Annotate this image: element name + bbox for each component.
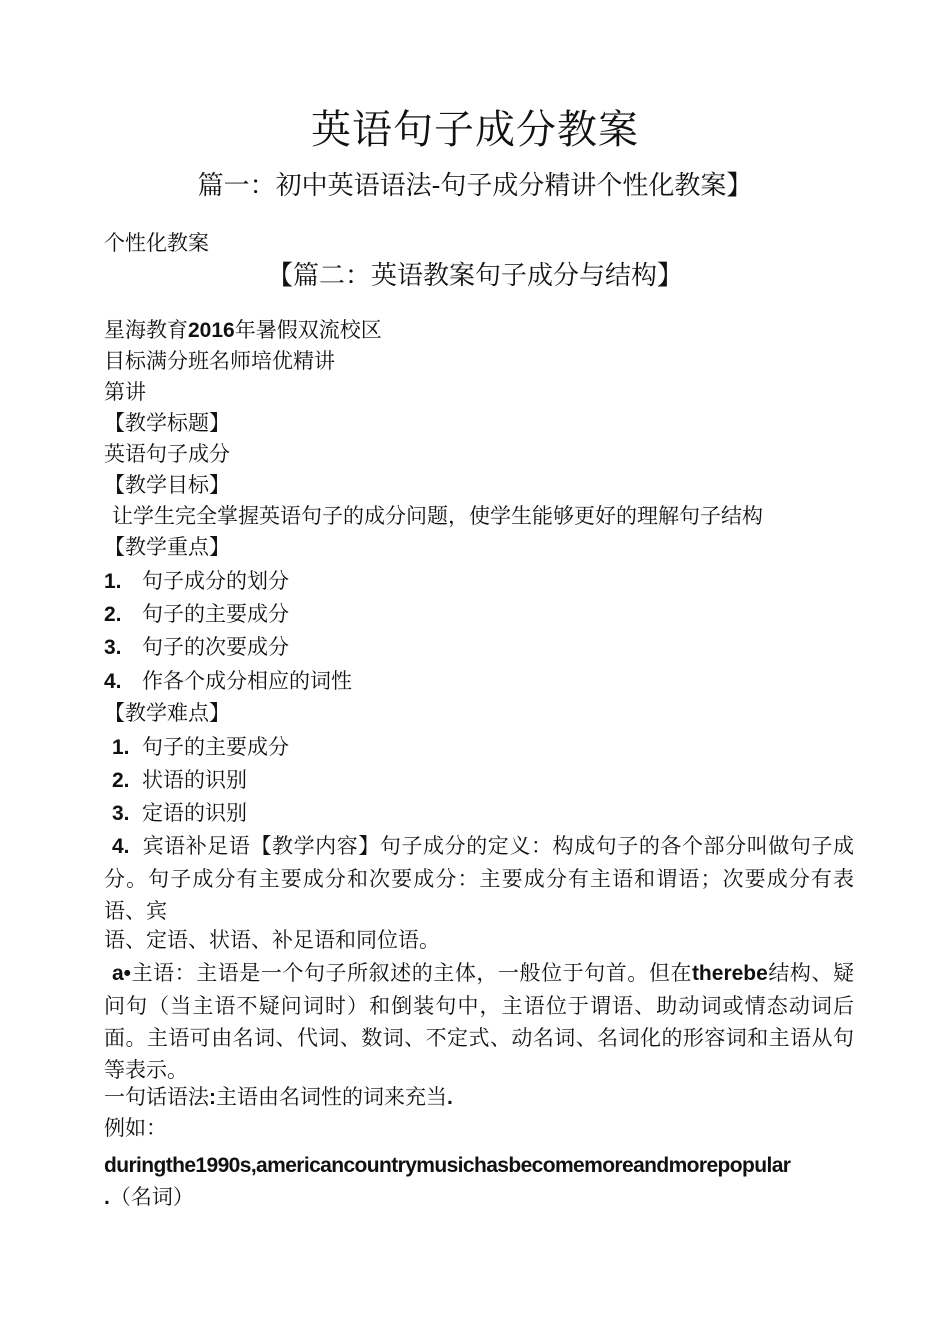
definition-text: 宾语补足语【教学内容】句子成分的定义：构成句子的各个部分叫做句子成分。句子成分有主要成分和次要成分：主要成分有主语和谓语；次要成分有表语、宾 [104,834,854,923]
key-item [104,599,854,630]
heading-goal: 【教学目标】 [104,473,230,497]
key-text: 句子的次要成分 [142,635,289,659]
key-number: 1. [104,570,122,593]
key-text: 句子的主要成分 [142,602,289,626]
continuation-line: 语、定语、状语、补足语和同位语。 [104,928,440,952]
example-period: . [104,1186,110,1209]
key-text: 句子成分的划分 [142,569,289,593]
difficulty-number: 3. [112,802,130,825]
english-term: therebe [691,962,768,985]
rule-line [104,1082,854,1113]
key-item [104,566,854,597]
subject-text-part2: 结构、疑问句（当主语不疑问词时）和倒装句中，主语位于谓语、助动词或情态动词后面。主语可由名词、代词、数词、不定式、动名词、名词化的形容词和主语从句等表示。 [104,961,855,1082]
example-note: （名词） [109,1185,194,1209]
difficulty-number: 4. [112,835,130,858]
label-text: 个性化教案 [104,231,209,255]
definition-paragraph [104,830,854,927]
key-text: 作各个成分相应的词性 [142,669,352,693]
page-title: 英语句子成分教案 [311,107,639,153]
heading-key: 【教学重点】 [104,535,230,559]
key-item [104,632,854,663]
example-label: 例如： [104,1116,167,1140]
difficulty-item [112,798,862,829]
difficulty-item [112,732,862,763]
class-line: 目标满分班名师培优精讲 [104,349,335,373]
goal-text: 让学生完全掌握英语句子的成分问题，使学生能够更好的理解句子结构 [112,504,763,528]
difficulty-text: 状语的识别 [142,768,247,792]
rule-label: 一句话语法 [104,1085,209,1109]
campus-text: 年暑假双流校区 [234,318,382,342]
year-text: 2016 [188,319,235,342]
section-heading-one: 篇一：初中英语语法-句子成分精讲个性化教案】 [197,171,753,201]
key-number: 4. [104,670,122,693]
example-sentence: duringthe1990s,americancountrymusichasbecomemoreandmorepopular [104,1154,791,1177]
section-heading-two: 【篇二：英语教案句子成分与结构】 [266,261,683,291]
rule-period: . [447,1086,453,1109]
difficulty-number: 1. [112,736,130,759]
example-note-line [104,1182,854,1213]
lecture-line: 第讲 [104,380,146,404]
difficulty-number: 2. [112,769,130,792]
topic-text: 英语句子成分 [104,442,230,466]
difficulty-text: 句子的主要成分 [142,735,289,759]
key-number: 2. [104,603,122,626]
school-name: 星海教育 [104,318,188,342]
heading-difficulty: 【教学难点】 [104,701,230,725]
difficulty-text: 定语的识别 [142,801,247,825]
item-marker: a• [112,962,132,985]
rule-colon: : [209,1086,216,1109]
rule-text: 主语由名词性的词来充当 [216,1085,447,1109]
heading-title: 【教学标题】 [104,411,230,435]
key-number: 3. [104,636,122,659]
subject-text-part1: 主语：主语是一个句子所叙述的主体，一般位于句首。但在 [131,961,692,985]
key-item [104,666,854,697]
subject-paragraph [104,957,854,1086]
difficulty-item [112,765,862,796]
school-line [104,315,854,346]
